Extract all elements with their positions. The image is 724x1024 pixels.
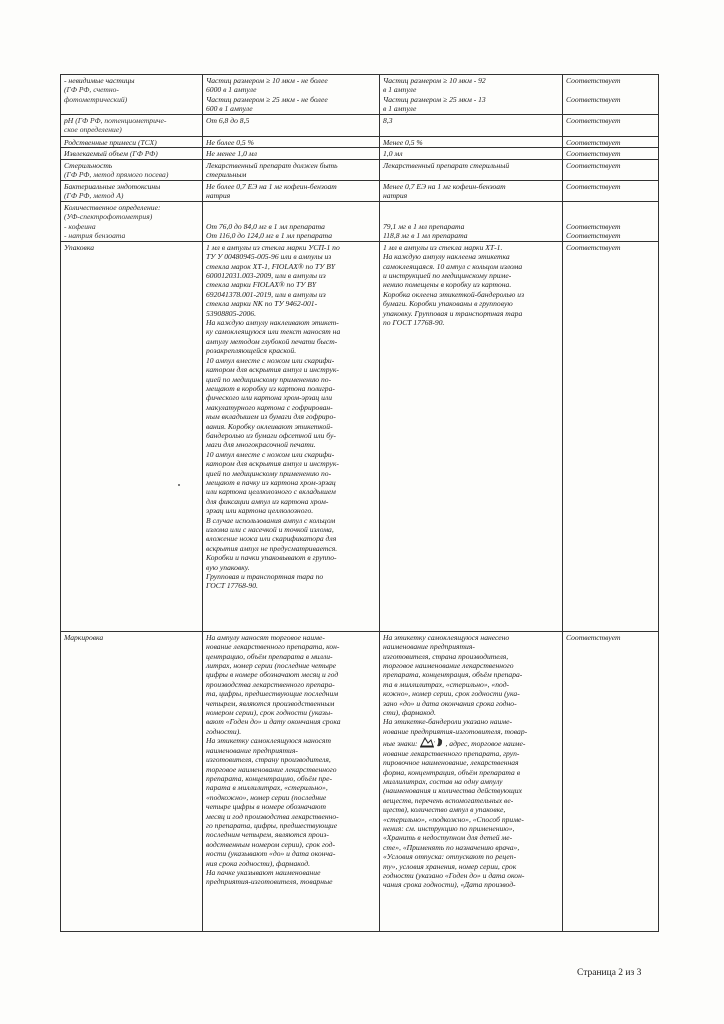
indicator-method: (ГФ РФ) (129, 149, 158, 159)
indicator-cell (61, 159, 203, 180)
svg-text:,: , (434, 738, 437, 745)
conclusion-cell: Соответствует (563, 148, 659, 159)
labeling-result-text: На этикетку самоклеящуюся нанесено наименование предприятия- изготовителя, страна производителя, торговое наименование лекарственного препарата, концентрация, объём препара- та в миллилитрах, «стерильно», «под- кожно», номер серии, срок годности (ука- зано «до» и дата окончания срока годно- сти), фармакод. На этикетке-бандероли указано наиме- нование предприятия-изготовителя, товар- (383, 632, 528, 736)
indicator-method: (ГФ РФ, счетно- фотометрический) (64, 85, 128, 104)
indicator-method: (УФ-спектрофотометрия) - кофеина - натрия бензоата (64, 212, 153, 241)
table-row (61, 180, 659, 201)
indicator-name: Упаковка (64, 242, 95, 252)
conclusion-cell: Соответствует (563, 180, 659, 201)
result-cell: 1,0 мл (380, 148, 563, 159)
norm-cell: Не более 0,5 % (203, 137, 380, 148)
indicator-name: Маркировка (64, 632, 104, 642)
trademark-icon (419, 739, 445, 748)
conclusion-cell: Соответствует (563, 241, 659, 631)
norm-cell: Частиц размером ≥ 10 мкм - не более 6000 в 1 ампуле Частиц размером ≥ 25 мкм - не более 600 в 1 ампуле (203, 75, 380, 115)
indicator-name: Стерильность (64, 160, 113, 170)
table-row (61, 115, 659, 137)
norm-cell: На ампулу наносят торговое наиме- нование лекарственного препарата, кон- центрацию, объём препарата в милли- литрах, номер серии (последние четыре цифры в номере обозначают месяц и год производства лекарственного препара- та, цифры, предшествующие последним четырем, являются производственным номером серии), срок годности (указы- вают «Годен до» и дату окончания срока годности). На этикетку самоклеящуюся наносят наименование предприятия- изготовителя, страну производителя, торговое наименование лекарственного препарата, концентрацию, объём пре- парата в миллилитрах, «стерильно», «подкожно», номер серии (последние четыре цифры в номере обозначают месяц и год производства лекарственно- го препарата, цифры, предшествующие последним четырем, являются произ- водственным номером серии), срок год- ности (указывают «до» и дата оконча- ния срока годности), фармакод. На пачке указывают наименование предприятия-изготовителя, товарные (203, 631, 380, 931)
result-cell: Лекарственный препарат стерильный (380, 159, 563, 180)
table-row (61, 241, 659, 631)
indicator-method: (ГФ РФ, потенциометриче- ское определение) (64, 116, 167, 135)
indicator-cell (61, 201, 203, 241)
page-number: Страница 2 из 3 (577, 968, 642, 978)
result-cell: 79,1 мг в 1 мл препарата 118,8 мг в 1 мл препарата (380, 201, 563, 241)
indicator-name: Количественное определение: (64, 202, 161, 212)
indicator-name: pH (64, 116, 74, 125)
norm-cell: Не более 0,7 ЕЭ на 1 мг кофеин-бензоат натрия (203, 180, 380, 201)
result-cell: Менее 0,5 % (380, 137, 563, 148)
indicator-cell (61, 241, 203, 631)
indicator-cell (61, 148, 203, 159)
norm-cell: 1 мл в ампулы из стекла марки УСП-1 по ТУ У 00480945-005-96 или в ампулы из стекла марок ХТ-1, FIOLAX® по ТУ BY 600012031.003-2009, или в ампулы из стекла марки FIOLAX® по ТУ BY 692041378.001-2019, или в ампулы из стекла марки NK по ТУ 9462-001- 53908805-2006. На каждую ампулу наклеивают этикет- ку самоклеящуюся или текст наносят на ампулу методом глубокой печати быст- розакрепляющейся краской. 10 ампул вместе с ножом или скарифи- катором для вскрытия ампул и инструк- цией по медицинскому применению по- мещают в коробку из картона полигра- фического или картона хром-эрзац или макулатурного картона с гофрирован- ным вкладышем из бумаги для гофриро- вания. Коробку оклеивают этикеткой- бандеролью из бумаги офсетной или бу- маги для многокрасочной печати. 10 ампул вместе с ножом или скарифи- катором для вскрытия ампул и инструк- цией по медицинскому применению по- мещают в пачку из картона хром-эрзац или картона целлюлозного с вкладышем для фиксации ампул из картона хром- эрзац или картона целлюлозного. В случае использования ампул с кольцом излома или с насечкой и точкой излома, вложение ножа или скарификатора для вскрытия ампул не предусматривается. Коробки и пачки упаковывают в группо- вую упаковку. Групповая и транспортная тара по ГОСТ 17768-90. (203, 241, 380, 631)
result-cell (380, 631, 563, 931)
result-cell: 8,3 (380, 115, 563, 137)
indicator-name: Извлекаемый объем (64, 149, 128, 159)
indicator-name: Бактериальные эндотоксины (64, 181, 161, 191)
conclusion-cell: Соответствует (563, 115, 659, 137)
table-row (61, 137, 659, 148)
indicator-name: - невидимые частицы (64, 76, 135, 85)
indicator-cell (61, 115, 203, 137)
result-cell: Менее 0,7 ЕЭ на 1 мг кофеин-бензоат натрия (380, 180, 563, 201)
conclusion-cell: Соответствует Соответствует (563, 201, 659, 241)
indicator-method: (ТСХ) (137, 138, 157, 147)
indicator-method: (ГФ РФ, метод А) (64, 191, 124, 201)
table-row (61, 159, 659, 180)
table-row (61, 75, 659, 115)
indicator-cell (61, 137, 203, 148)
table-row (61, 148, 659, 159)
indicator-method: (ГФ РФ, метод прямого посева) (64, 170, 169, 180)
labeling-result-lead: ные знаки: (383, 739, 420, 749)
scan-speck (178, 484, 180, 486)
result-cell: 1 мл в ампулы из стекла марки ХТ-1. На каждую ампулу наклеена этикетка самоклеящаяся. 10 ампул с кольцом излома и инструкцией по медицинскому приме- нению помещены в коробку из картона. Коробка оклеена этикеткой-бандеролью из бумаги. Коробки упакованы в групповую упаковку. Групповая и транспортная тара по ГОСТ 17768-90. (380, 241, 563, 631)
labeling-result-continued: , адрес, торговое наиме- нование лекарственного препарата, груп- пировочное наименование, лекарственная форма, концентрация, объём препарата в миллилитрах, состав на одну ампулу (наименования и количества действующих веществ, перечень вспомогательных ве- ществ), количество ампул в упаковке, «стерильно», «подкожно», «Способ приме- нения: см. инструкцию по применению», «Хранить в недоступном для детей ме- сте», «Применять по назначению врача», «Условия отпуска: отпускают по рецеп- ту», условия хранения, номер серии, срок годности (указано «Годен до» и дата окон- чания срока годности), «Дата производ- (383, 739, 526, 890)
norm-cell: Не менее 1,0 мл (203, 148, 380, 159)
quality-spec-table (60, 74, 659, 932)
norm-cell: Лекарственный препарат должен быть стерильным (203, 159, 380, 180)
result-cell: Частиц размером ≥ 10 мкм - 92 в 1 ампуле Частиц размером ≥ 25 мкм - 13 в 1 ампуле (380, 75, 563, 115)
conclusion-cell: Соответствует (563, 137, 659, 148)
indicator-cell (61, 180, 203, 201)
conclusion-cell: Соответствует (563, 631, 659, 931)
norm-cell: От 76,0 до 84,0 мг в 1 мл препарата От 116,0 до 124,0 мг в 1 мл препарата (203, 201, 380, 241)
norm-cell: От 6,8 до 8,5 (203, 115, 380, 137)
conclusion-cell: Соответствует Соответствует (563, 75, 659, 115)
table-row (61, 201, 659, 241)
indicator-name: Родственные примеси (64, 138, 137, 147)
conclusion-cell: Соответствует (563, 159, 659, 180)
table-row (61, 631, 659, 931)
indicator-cell (61, 75, 203, 115)
indicator-cell (61, 631, 203, 931)
